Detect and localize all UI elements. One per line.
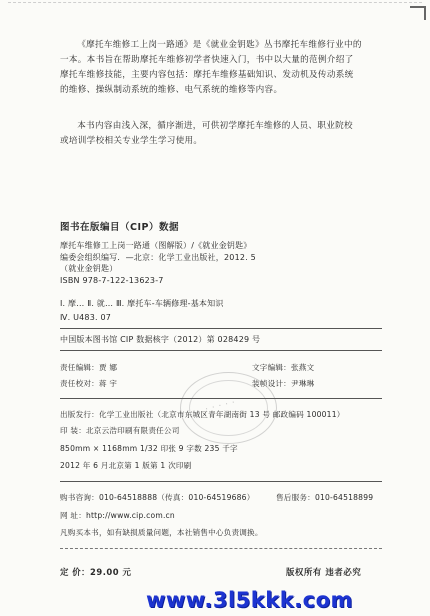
after-sales-contact: 售后服务：010-64518899: [276, 493, 374, 502]
proof-name: 蒋 宇: [98, 379, 118, 388]
cip-title: 图书在版编目（CIP）数据: [60, 222, 179, 233]
printer-line: 印 装：北京云浩印刷有限责任公司: [60, 426, 180, 435]
design-label: 装帧设计：: [252, 379, 291, 388]
cip-record-number: 中国版本图书馆 CIP 数据核字（2012）第 028429 号: [60, 335, 261, 344]
divider: [60, 398, 382, 399]
intro-paragraph-1: [60, 38, 400, 98]
publisher-line: 出版发行：化学工业出版社（北京市东城区青年湖南街 13 号 邮政编码 100011）: [60, 410, 345, 419]
cip-line: （就业金钥匙）: [60, 264, 118, 273]
cip-lines: [60, 240, 400, 286]
intro-line: 的维修、操纵制动系统的维修、电气系统的维修等内容。: [60, 85, 283, 95]
crop-mark: [410, 6, 426, 20]
return-notice: 凡购买本书，如有缺损质量问题，本社销售中心负责调换。: [60, 528, 263, 537]
cip-subject-2: Ⅳ. U483. 07: [60, 313, 112, 322]
intro-line: 摩托车维修技能，主要内容包括：摩托车维修基础知识、发动机及传动系统: [60, 70, 354, 80]
scan-edge: [8, 2, 422, 6]
cip-line: ISBN 978-7-122-13623-7: [60, 275, 164, 285]
cip-line: 摩托车维修工上岗一路通（图解版）/《就业金钥匙》: [60, 241, 252, 250]
purchase-contact: 购书咨询：010-64518888（传真：010-64519686）: [60, 493, 255, 502]
text-editor-credit: [252, 362, 314, 373]
intro-line: 本书内容由浅入深，循序渐进，可供初学摩托车维修的人员、职业院校: [77, 121, 353, 131]
intro-line: 一本。本书旨在帮助摩托车维修初学者快速入门，书中以大量的范例介绍了: [60, 55, 354, 65]
intro-paragraph-2: [60, 119, 400, 149]
cip-line: 编委会组织编写．—北京：化学工业出版社，2012. 5: [60, 252, 256, 262]
design-name: 尹琳琳: [290, 379, 315, 388]
edition-line: 2012 年 6 月北京第 1 版第 1 次印刷: [60, 461, 192, 470]
spec-line: 850mm × 1168mm 1/32 印张 9 字数 235 千字: [60, 444, 238, 453]
editor-label: 责任编辑：: [60, 363, 99, 372]
divider: [60, 350, 382, 351]
price: 定 价：29.00 元: [60, 567, 132, 577]
divider: [60, 481, 382, 482]
cip-subject-1: Ⅰ. 摩… Ⅱ. 就… Ⅲ. 摩托车-车辆修理-基本知识: [60, 299, 224, 308]
editor-name: 贾 娜: [98, 363, 118, 372]
divider: [60, 548, 382, 549]
text-editor-name: 张燕文: [290, 363, 315, 372]
editor-credit: [60, 362, 117, 373]
proof-credit: [60, 378, 117, 389]
proof-label: 责任校对：: [60, 379, 99, 388]
website-line: 网 址：http://www.cip.com.cn: [60, 511, 175, 520]
intro-line: 或培训学校相关专业学生学习使用。: [60, 136, 203, 146]
text-editor-label: 文字编辑：: [252, 363, 291, 372]
stamp-lettering: ·····: [204, 396, 241, 416]
divider: [60, 328, 382, 329]
rights-notice: 版权所有 违者必究: [286, 567, 362, 577]
intro-line: 《摩托车维修工上岗一路通》是《就业金钥匙》丛书摩托车维修行业中的: [77, 40, 362, 50]
site-watermark: www.3l5kkk.com: [146, 588, 353, 612]
